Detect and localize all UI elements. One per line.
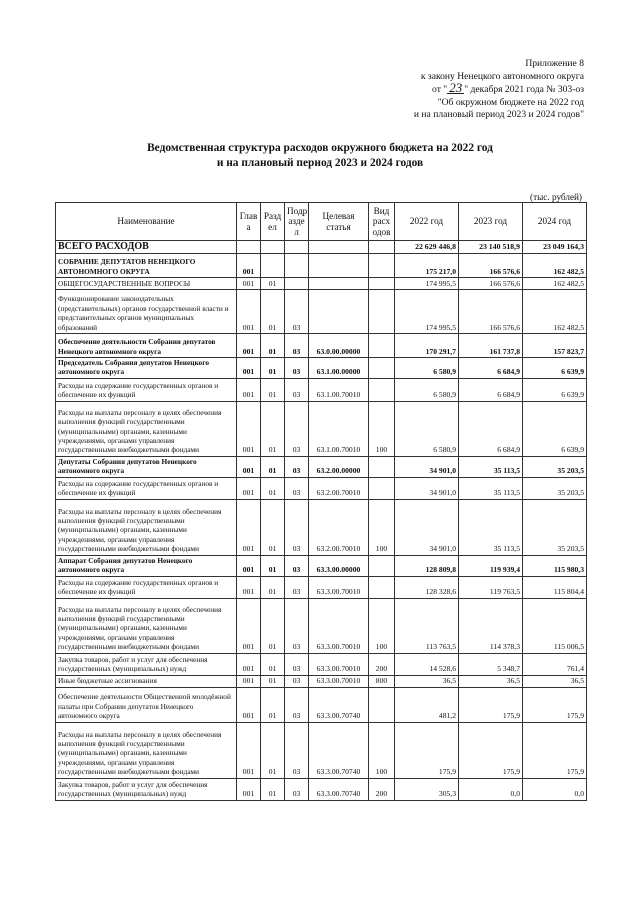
cell-2024: 175,9 (523, 722, 587, 778)
cell-glava: 001 (237, 378, 261, 401)
cell-target (309, 254, 369, 278)
cell-2024: 115 804,4 (523, 576, 587, 598)
cell-target: 63.3.00.70740 (309, 687, 369, 722)
cell-glava: 001 (237, 290, 261, 334)
cell-2024: 35 203,5 (523, 499, 587, 555)
cell-name: Аппарат Собрания депутатов Ненецкого автономного округа (56, 555, 237, 576)
cell-2022: 34 901,0 (395, 477, 459, 499)
table-row (56, 675, 587, 687)
cell-name: ОБЩЕГОСУДАРСТВЕННЫЕ ВОПРОСЫ (56, 278, 237, 290)
cell-name: Расходы на выплаты персоналу в целях обеспечения выполнения функций государственными (муниципальными) органами, казенными учреждениями, органами управления государственными внебюджетными фондами (56, 722, 237, 778)
cell-vid (369, 254, 395, 278)
cell-vid (369, 358, 395, 379)
cell-target: 63.3.00.70010 (309, 598, 369, 653)
cell-glava: 001 (237, 687, 261, 722)
appendix-header (324, 58, 584, 122)
col-name-header: Наименование (56, 203, 237, 241)
cell-target: 63.3.00.70010 (309, 675, 369, 687)
table-row (56, 358, 587, 379)
col-vid-header: Вид расх одов (369, 203, 395, 241)
cell-2022: 128 809,8 (395, 555, 459, 576)
cell-vid (369, 241, 395, 254)
cell-name: Депутаты Собрания депутатов Ненецкого автономного округа (56, 456, 237, 477)
table-row (56, 653, 587, 675)
cell-vid (369, 576, 395, 598)
cell-razdel: 01 (261, 778, 285, 800)
cell-2022: 174 995,5 (395, 278, 459, 290)
cell-vid (369, 687, 395, 722)
cell-razdel: 01 (261, 401, 285, 456)
cell-podrazdel: 03 (285, 334, 309, 358)
cell-razdel: 01 (261, 722, 285, 778)
cell-razdel: 01 (261, 278, 285, 290)
cell-podrazdel (285, 278, 309, 290)
cell-podrazdel (285, 241, 309, 254)
cell-razdel: 01 (261, 576, 285, 598)
cell-razdel: 01 (261, 499, 285, 555)
cell-glava: 001 (237, 358, 261, 379)
cell-2024: 6 639,9 (523, 401, 587, 456)
cell-2023: 35 113,5 (459, 477, 523, 499)
cell-2022: 34 901,0 (395, 456, 459, 477)
cell-2024: 175,9 (523, 687, 587, 722)
table-row (56, 290, 587, 334)
cell-2024: 23 049 164,3 (523, 241, 587, 254)
units-label: (тыс. рублей) (530, 192, 582, 202)
cell-glava: 001 (237, 254, 261, 278)
cell-2022: 6 580,9 (395, 401, 459, 456)
expenditure-table (55, 202, 587, 801)
cell-2024: 0,0 (523, 778, 587, 800)
law-reference: к закону Ненецкого автономного округа (420, 70, 584, 82)
cell-2022: 34 901,0 (395, 499, 459, 555)
table-row (56, 722, 587, 778)
cell-glava: 001 (237, 722, 261, 778)
cell-razdel: 01 (261, 598, 285, 653)
table-row (56, 278, 587, 290)
cell-razdel: 01 (261, 555, 285, 576)
cell-target: 63.3.00.70010 (309, 653, 369, 675)
cell-target: 63.3.00.70010 (309, 576, 369, 598)
cell-2023: 114 378,3 (459, 598, 523, 653)
cell-name: Расходы на содержание государственных органов и обеспечение их функций (56, 477, 237, 499)
cell-podrazdel: 03 (285, 675, 309, 687)
cell-name: Закупка товаров, работ и услуг для обеспечения государственных (муниципальных) нужд (56, 653, 237, 675)
cell-podrazdel: 03 (285, 358, 309, 379)
cell-name: Иные бюджетные ассигнования (56, 675, 237, 687)
cell-podrazdel: 03 (285, 401, 309, 456)
cell-2024: 6 639,9 (523, 378, 587, 401)
cell-vid: 100 (369, 499, 395, 555)
cell-razdel: 01 (261, 653, 285, 675)
cell-2023: 6 684,9 (459, 358, 523, 379)
cell-podrazdel: 03 (285, 378, 309, 401)
cell-target: 63.3.00.70740 (309, 778, 369, 800)
cell-2023: 175,9 (459, 722, 523, 778)
col-razdel-header: Разд ел (261, 203, 285, 241)
col-2022-header: 2022 год (395, 203, 459, 241)
table-row (56, 241, 587, 254)
cell-vid: 200 (369, 778, 395, 800)
cell-vid (369, 334, 395, 358)
cell-2023: 6 684,9 (459, 378, 523, 401)
title-line2: и на плановый период 2023 и 2024 годов (216, 156, 424, 169)
cell-2022: 6 580,9 (395, 378, 459, 401)
cell-vid (369, 378, 395, 401)
cell-name: СОБРАНИЕ ДЕПУТАТОВ НЕНЕЦКОГО АВТОНОМНОГО ОКРУГА (56, 254, 237, 278)
cell-2024: 162 482,5 (523, 254, 587, 278)
cell-vid (369, 278, 395, 290)
cell-glava: 001 (237, 555, 261, 576)
cell-target: 63.1.00.00000 (309, 358, 369, 379)
table-row (56, 378, 587, 401)
cell-2023: 166 576,6 (459, 278, 523, 290)
cell-2023: 35 113,5 (459, 456, 523, 477)
cell-2023: 5 348,7 (459, 653, 523, 675)
cell-razdel (261, 254, 285, 278)
cell-2022: 175,9 (395, 722, 459, 778)
table-row (56, 598, 587, 653)
table-header-row (56, 203, 587, 241)
cell-razdel (261, 241, 285, 254)
cell-2023: 166 576,6 (459, 254, 523, 278)
col-target-header: Целевая статья (309, 203, 369, 241)
table-body (56, 241, 587, 801)
law-date: от " 23 " декабря 2021 года № 303-оз (432, 80, 584, 96)
cell-2024: 157 823,7 (523, 334, 587, 358)
cell-razdel: 01 (261, 456, 285, 477)
handwritten-day: 23 (449, 80, 463, 96)
cell-name: Функционирование законодательных (представительных) органов государственной власти и представительных органов муниципальных образований (56, 290, 237, 334)
cell-podrazdel: 03 (285, 499, 309, 555)
cell-2023: 35 113,5 (459, 499, 523, 555)
cell-podrazdel: 03 (285, 290, 309, 334)
cell-2022: 113 763,5 (395, 598, 459, 653)
cell-2023: 119 939,4 (459, 555, 523, 576)
cell-podrazdel: 03 (285, 653, 309, 675)
cell-2024: 761,4 (523, 653, 587, 675)
cell-2023: 36,5 (459, 675, 523, 687)
cell-target (309, 241, 369, 254)
cell-razdel: 01 (261, 378, 285, 401)
cell-name: Расходы на содержание государственных органов и обеспечение их функций (56, 378, 237, 401)
cell-2023: 166 576,6 (459, 290, 523, 334)
cell-name: Расходы на выплаты персоналу в целях обеспечения выполнения функций государственными (муниципальными) органами, казенными учреждениями, органами управления государственными внебюджетными фондами (56, 401, 237, 456)
law-title-line2: и на плановый период 2023 и 2024 годов" (413, 109, 584, 121)
table-row (56, 456, 587, 477)
cell-vid: 100 (369, 598, 395, 653)
cell-2022: 175 217,0 (395, 254, 459, 278)
table-row (56, 401, 587, 456)
col-podrazdel-header: Подр азде л (285, 203, 309, 241)
cell-name: ВСЕГО РАСХОДОВ (56, 241, 237, 254)
cell-glava: 001 (237, 401, 261, 456)
cell-name: Закупка товаров, работ и услуг для обеспечения государственных (муниципальных) нужд (56, 778, 237, 800)
cell-2022: 481,2 (395, 687, 459, 722)
cell-glava: 001 (237, 278, 261, 290)
cell-glava: 001 (237, 334, 261, 358)
cell-target (309, 290, 369, 334)
cell-2023: 23 140 518,9 (459, 241, 523, 254)
cell-2024: 162 482,5 (523, 290, 587, 334)
cell-name: Расходы на содержание государственных органов и обеспечение их функций (56, 576, 237, 598)
cell-glava: 001 (237, 477, 261, 499)
cell-2023: 0,0 (459, 778, 523, 800)
table-row (56, 778, 587, 800)
cell-razdel: 01 (261, 290, 285, 334)
cell-target (309, 278, 369, 290)
col-2023-header: 2023 год (459, 203, 523, 241)
cell-razdel: 01 (261, 687, 285, 722)
cell-razdel: 01 (261, 675, 285, 687)
cell-glava: 001 (237, 576, 261, 598)
cell-name: Обеспечение деятельности Общественной молодёжной палаты при Собрании депутатов Ненецкого автономного округа (56, 687, 237, 722)
cell-2024: 162 482,5 (523, 278, 587, 290)
cell-razdel: 01 (261, 334, 285, 358)
cell-name: Расходы на выплаты персоналу в целях обеспечения выполнения функций государственными (муниципальными) органами, казенными учреждениями, органами управления государственными внебюджетными фондами (56, 499, 237, 555)
cell-2024: 36,5 (523, 675, 587, 687)
cell-target: 63.3.00.00000 (309, 555, 369, 576)
cell-glava: 001 (237, 653, 261, 675)
cell-podrazdel: 03 (285, 687, 309, 722)
cell-2024: 6 639,9 (523, 358, 587, 379)
cell-razdel: 01 (261, 358, 285, 379)
cell-vid (369, 456, 395, 477)
cell-glava: 001 (237, 675, 261, 687)
cell-razdel: 01 (261, 477, 285, 499)
cell-2022: 22 629 446,8 (395, 241, 459, 254)
cell-vid: 800 (369, 675, 395, 687)
cell-target: 63.1.00.70010 (309, 378, 369, 401)
cell-podrazdel: 03 (285, 576, 309, 598)
cell-name: Председатель Собрания депутатов Ненецкого автономного округа (56, 358, 237, 379)
cell-2024: 115 006,5 (523, 598, 587, 653)
cell-2022: 36,5 (395, 675, 459, 687)
cell-vid: 200 (369, 653, 395, 675)
cell-target: 63.3.00.70740 (309, 722, 369, 778)
cell-glava (237, 241, 261, 254)
col-2024-header: 2024 год (523, 203, 587, 241)
cell-2022: 305,3 (395, 778, 459, 800)
appendix-number: Приложение 8 (525, 58, 584, 69)
cell-2022: 174 995,5 (395, 290, 459, 334)
cell-2022: 14 528,6 (395, 653, 459, 675)
table-row (56, 254, 587, 278)
cell-podrazdel: 03 (285, 456, 309, 477)
cell-glava: 001 (237, 598, 261, 653)
table-row (56, 499, 587, 555)
table-row (56, 687, 587, 722)
cell-2024: 35 203,5 (523, 477, 587, 499)
cell-2022: 128 328,6 (395, 576, 459, 598)
cell-2023: 119 763,5 (459, 576, 523, 598)
cell-podrazdel: 03 (285, 778, 309, 800)
cell-vid (369, 555, 395, 576)
table-row (56, 477, 587, 499)
document-title (0, 141, 640, 170)
table-row (56, 576, 587, 598)
cell-target: 63.0.00.00000 (309, 334, 369, 358)
law-title-line1: "Об окружном бюджете на 2022 год (437, 96, 584, 108)
cell-glava: 001 (237, 778, 261, 800)
cell-podrazdel: 03 (285, 598, 309, 653)
cell-glava: 001 (237, 456, 261, 477)
cell-vid: 100 (369, 401, 395, 456)
table-row (56, 334, 587, 358)
col-glava-header: Глав а (237, 203, 261, 241)
cell-target: 63.1.00.70010 (309, 401, 369, 456)
cell-vid (369, 290, 395, 334)
cell-podrazdel: 03 (285, 555, 309, 576)
cell-vid: 100 (369, 722, 395, 778)
cell-2024: 115 980,3 (523, 555, 587, 576)
cell-2022: 170 291,7 (395, 334, 459, 358)
cell-podrazdel: 03 (285, 477, 309, 499)
cell-2022: 6 580,9 (395, 358, 459, 379)
cell-glava: 001 (237, 499, 261, 555)
cell-vid (369, 477, 395, 499)
cell-target: 63.2.00.70010 (309, 477, 369, 499)
cell-2024: 35 203,5 (523, 456, 587, 477)
cell-2023: 161 737,8 (459, 334, 523, 358)
cell-podrazdel: 03 (285, 722, 309, 778)
cell-target: 63.2.00.00000 (309, 456, 369, 477)
title-line1: Ведомственная структура расходов окружного бюджета на 2022 год (147, 142, 493, 154)
cell-2023: 6 684,9 (459, 401, 523, 456)
cell-target: 63.2.00.70010 (309, 499, 369, 555)
cell-podrazdel (285, 254, 309, 278)
cell-name: Расходы на выплаты персоналу в целях обеспечения выполнения функций государственными (муниципальными) органами, казенными учреждениями, органами управления государственными внебюджетными фондами (56, 598, 237, 653)
table-row (56, 555, 587, 576)
cell-name: Обеспечение деятельности Собрания депутатов Ненецкого автономного округа (56, 334, 237, 358)
cell-2023: 175,9 (459, 687, 523, 722)
